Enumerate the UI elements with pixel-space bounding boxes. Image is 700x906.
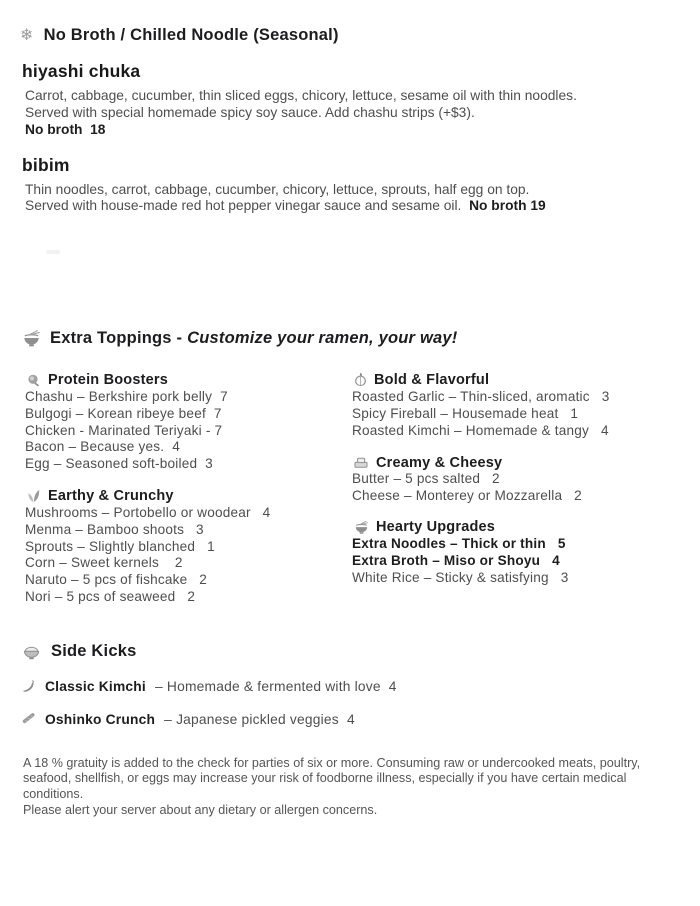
group-title: Hearty Upgrades (376, 519, 496, 536)
group-header (27, 488, 353, 505)
topping-item: Spicy Fireball – Housemade heat 1 (352, 405, 579, 421)
price-line: No broth 18 (25, 122, 106, 138)
ramen-bowl-icon (354, 520, 369, 535)
chilled-section-title: No Broth / Chilled Noodle (Seasonal) (43, 26, 339, 44)
butter-icon (354, 456, 369, 469)
snowflake-icon: ❄ (20, 26, 34, 44)
side-item-desc: – Homemade & fermented with love 4 (150, 678, 397, 694)
sides-section-header (22, 642, 680, 661)
chili-pepper-icon (21, 679, 36, 694)
group-header (354, 454, 680, 471)
toppings-column-right (352, 372, 680, 606)
dish-bibim (20, 155, 680, 215)
price-inline: No broth 19 (469, 198, 546, 214)
group-earthy-crunchy (25, 488, 353, 606)
topping-item: Extra Noodles – Thick or thin 5 (352, 535, 566, 551)
description-line: Thin noodles, carrot, cabbage, cucumber, chicory, lettuce, sprouts, half egg on top. (25, 181, 530, 197)
topping-item: Butter – 5 pcs salted 2 (352, 471, 500, 487)
garlic-icon (354, 373, 367, 387)
ramen-bowl-icon (22, 329, 41, 348)
side-item-name: Oshinko Crunch (45, 711, 156, 727)
group-header (27, 372, 353, 389)
toppings-column-left (25, 372, 353, 606)
topping-item: Chicken - Marinated Teriyaki - 7 (25, 422, 223, 438)
group-header (354, 519, 680, 536)
group-title: Bold & Flavorful (374, 372, 490, 389)
topping-item: Egg – Seasoned soft-boiled 3 (25, 456, 213, 472)
topping-item: Corn – Sweet kernels 2 (25, 555, 183, 571)
toppings-section-header (22, 329, 680, 348)
toppings-columns (20, 372, 680, 606)
group-title: Protein Boosters (48, 372, 169, 389)
side-item-oshinko (21, 712, 680, 727)
disclaimer (23, 756, 680, 818)
topping-item: Menma – Bamboo shoots 3 (25, 521, 204, 537)
topping-item: Bulgogi – Korean ribeye beef 7 (25, 405, 222, 421)
dish-hiyashi-chuka (20, 61, 680, 139)
topping-item: Naruto – 5 pcs of fishcake 2 (25, 572, 208, 588)
topping-item: Extra Broth – Miso or Shoyu 4 (352, 552, 560, 568)
group-protein-boosters (25, 372, 353, 473)
dish-description (25, 182, 680, 215)
dish-name: bibim (22, 154, 70, 175)
chilled-section-header (20, 26, 680, 45)
group-hearty-upgrades (352, 519, 680, 586)
meat-icon (27, 373, 41, 387)
topping-item: Mushrooms – Portobello or woodear 4 (25, 504, 271, 520)
leaf-icon (27, 489, 41, 503)
topping-item: Bacon – Because yes. 4 (25, 439, 180, 455)
group-creamy-cheesy (352, 454, 680, 505)
topping-item: Sprouts – Slightly blanched 1 (25, 538, 215, 554)
side-item-kimchi (21, 679, 680, 694)
topping-item: White Rice – Sticky & satisfying 3 (352, 569, 569, 585)
print-artifact (46, 250, 60, 254)
topping-item: Roasted Kimchi – Homemade & tangy 4 (352, 422, 609, 438)
dish-name: hiyashi chuka (22, 61, 141, 81)
disclaimer-line: seafood, shellfish, or eggs may increase your risk of foodborne illness, especially if you have certain medical conditions. (23, 771, 630, 801)
dish-description (25, 88, 680, 139)
toppings-title: Extra Toppings - (50, 328, 183, 347)
description-line: Carrot, cabbage, cucumber, thin sliced eggs, chicory, lettuce, sesame oil with thin noodles. (25, 88, 577, 103)
topping-item: Chashu – Berkshire pork belly 7 (25, 388, 228, 404)
topping-item: Cheese – Monterey or Mozzarella 2 (352, 488, 582, 504)
side-item-name: Classic Kimchi (45, 678, 146, 694)
toppings-tagline: Customize your ramen, your way! (187, 328, 458, 347)
group-title: Earthy & Crunchy (48, 488, 174, 505)
disclaimer-line: A 18 % gratuity is added to the check for parties of six or more. Consuming raw or undercooked meats, poultry, (23, 755, 641, 770)
description-line: Served with house-made red hot pepper vinegar sauce and sesame oil. No broth 19 (25, 198, 546, 214)
topping-item: Nori – 5 pcs of seaweed 2 (25, 588, 196, 604)
group-bold-flavorful (352, 372, 680, 439)
group-title: Creamy & Cheesy (376, 454, 503, 471)
sides-title: Side Kicks (51, 641, 137, 660)
description-line: Served with special homemade spicy soy sauce. Add chashu strips (+$3). (25, 104, 475, 120)
group-header (354, 372, 680, 389)
rice-bowl-icon (22, 642, 41, 661)
disclaimer-line: Please alert your server about any dietary or allergen concerns. (23, 802, 378, 817)
cucumber-icon (21, 712, 36, 727)
topping-item: Roasted Garlic – Thin-sliced, aromatic 3 (352, 388, 610, 404)
side-item-desc: – Japanese pickled veggies 4 (160, 711, 355, 727)
